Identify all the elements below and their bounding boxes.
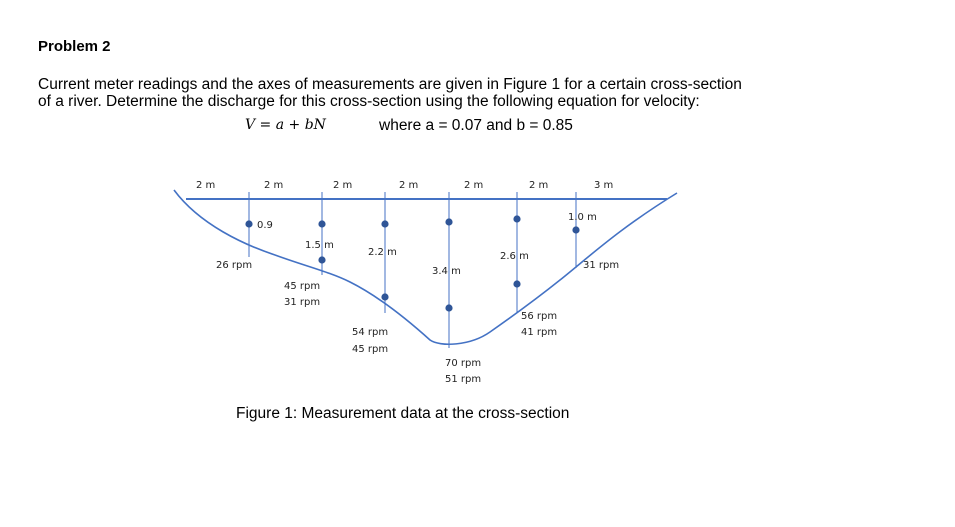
measurement-point bbox=[318, 256, 325, 263]
measurement-point bbox=[445, 218, 452, 225]
measurement-point bbox=[572, 226, 579, 233]
rpm-label-5b: 41 rpm bbox=[521, 327, 558, 338]
problem-title: Problem 2 bbox=[38, 38, 111, 55]
rpm-label-2a: 45 rpm bbox=[284, 281, 321, 292]
depth-label-2: 1.5 m bbox=[305, 240, 334, 251]
measurement-point bbox=[513, 215, 520, 222]
measurement-point bbox=[513, 280, 520, 287]
velocity-equation: V = a + bN bbox=[245, 117, 326, 133]
depth-label-3: 2.2 m bbox=[368, 247, 397, 258]
depth-label-4: 3.4 m bbox=[432, 266, 461, 277]
rpm-label-3a: 54 rpm bbox=[352, 327, 389, 338]
problem-text-line-1: Current meter readings and the axes of measurements are given in Figure 1 for a certain cross-section bbox=[38, 76, 742, 93]
measurement-point bbox=[245, 220, 252, 227]
rpm-label-2b: 31 rpm bbox=[284, 297, 321, 308]
depth-label-1: 0.9 bbox=[257, 220, 273, 231]
measurement-point bbox=[381, 220, 388, 227]
rpm-label-1a: 26 rpm bbox=[216, 260, 253, 271]
depth-label-5: 2.6 m bbox=[500, 251, 529, 262]
problem-text-line-2: of a river. Determine the discharge for this cross-section using the following equation for velocity: bbox=[38, 93, 700, 110]
width-label-7: 3 m bbox=[594, 180, 614, 191]
coefficients-text: where a = 0.07 and b = 0.85 bbox=[379, 117, 573, 134]
rpm-label-5a: 56 rpm bbox=[521, 311, 558, 322]
width-label-2: 2 m bbox=[264, 180, 284, 191]
width-label-4: 2 m bbox=[399, 180, 419, 191]
measurement-point bbox=[381, 293, 388, 300]
measurement-point bbox=[318, 220, 325, 227]
width-label-1: 2 m bbox=[196, 180, 216, 191]
rpm-label-4a: 70 rpm bbox=[445, 358, 482, 369]
width-label-6: 2 m bbox=[529, 180, 549, 191]
figure-caption: Figure 1: Measurement data at the cross-section bbox=[236, 405, 570, 422]
depth-label-6: 1.0 m bbox=[568, 212, 597, 223]
measurement-point bbox=[445, 304, 452, 311]
rpm-label-3b: 45 rpm bbox=[352, 344, 389, 355]
rpm-label-4b: 51 rpm bbox=[445, 374, 482, 385]
width-label-5: 2 m bbox=[464, 180, 484, 191]
rpm-label-6a: 31 rpm bbox=[583, 260, 620, 271]
width-label-3: 2 m bbox=[333, 180, 353, 191]
